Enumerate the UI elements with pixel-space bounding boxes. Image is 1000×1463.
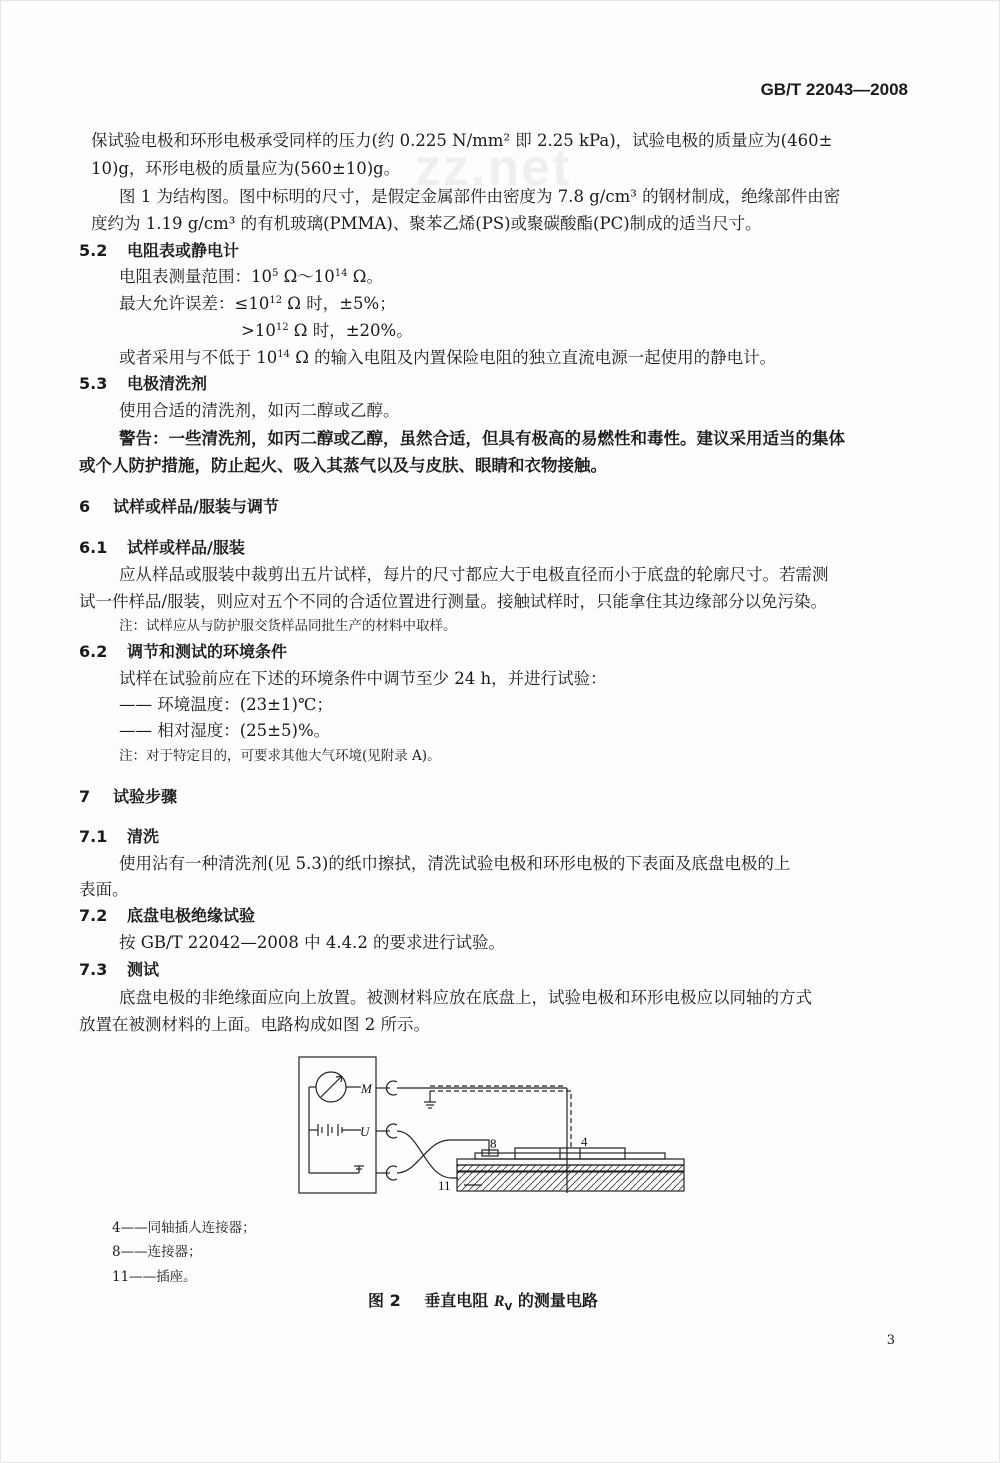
section-7-1-heading: 7.1 清洗 [79,827,160,846]
watermark: zz.net [415,139,572,197]
s62-bullet-1: —— 环境温度：(23±1)℃； [119,695,333,714]
figure-caption: 图 2 垂直电阻 $R_V$ 的测量电路 [368,1291,598,1314]
s62-bullet-2: —— 相对湿度：(25±5)%。 [119,721,331,740]
section-7-3-heading: 7.3 测试 [79,960,160,979]
max-error-1: 最大允许误差：$\le 10^{12}$ Ω 时，±5%； [119,294,396,313]
s61-line-1: 应从样品或服装中裁剪出五片试样，每片的尺寸都应大于电极直径而小于底盘的轮廓尺寸。若需测 [119,565,829,584]
cleaner-text: 使用合适的清洗剂，如丙二醇或乙醇。 [119,401,400,420]
s73-line-1: 底盘电极的非绝缘面应向上放置。被测材料应放在底盘上，试验电极和环形电极应以同轴的方式 [119,988,812,1007]
label-u: U [360,1124,370,1139]
body-line-2: 10)g，环形电极的质量应为(560±10)g。 [91,159,401,178]
section-6-heading: 6 试样或样品/服装与调节 [79,497,279,516]
standard-number: GB/T 22043—2008 [760,80,908,99]
legend-item-11: 11——插座。 [112,1269,197,1285]
s73-line-2: 放置在被测材料的上面。电路构成如图 2 所示。 [79,1015,430,1034]
warning-line-2: 或个人防护措施，防止起火、吸入其蒸气以及与皮肤、眼睛和衣物接触。 [79,456,607,475]
s62-note: 注：对于特定目的，可要求其他大气环境(见附录 A)。 [119,748,441,764]
label-m: M [361,1081,372,1096]
legend-item-4: 4——同轴插人连接器； [112,1220,256,1236]
s71-line-1: 使用沾有一种清洗剂(见 5.3)的纸巾擦拭，清洗试验电极和环形电极的下表面及底盘电极的上 [119,854,791,873]
body-line-3: 图 1 为结构图。图中标明的尺寸，是假定金属部件由密度为 7.8 g/cm³ 的钢材制成，绝缘部件由密 [119,187,841,206]
s72-line-1: 按 GB/T 22042—2008 中 4.4.2 的要求进行试验。 [119,933,506,952]
callout-8: 8 [490,1136,497,1151]
sample-layer [457,1159,684,1165]
max-error-2: $>10^{12}$ Ω 时，±20%。 [241,321,413,340]
section-5-3-heading: 5.3 电极清洗剂 [79,374,208,393]
warning-line-1: 警告：一些清洗剂，如丙二醇或乙醇，虽然合适，但具有极高的易燃性和毒性。建议采用适当的集体 [119,429,845,448]
legend-item-8: 8——连接器； [112,1244,202,1260]
body-line-4: 度约为 1.19 g/cm³ 的有机玻璃(PMMA)、聚苯乙烯(PS)或聚碳酸酯(PC)制成的适当尺寸。 [91,214,762,233]
base-plate-electrode [457,1172,684,1191]
s71-line-2: 表面。 [79,880,129,899]
s62-line-1: 试样在试验前应在下述的环境条件中调节至少 24 h，并进行试验： [119,669,607,688]
electrometer-alt: 或者采用与不低于 $10^{14}$ Ω 的输入电阻及内置保险电阻的独立直流电源一起使用的静电计。 [119,348,777,367]
resistance-range: 电阻表测量范围：$10^5$ $\Omega\sim 10^{14}$ Ω。 [119,267,383,286]
section-6-2-heading: 6.2 调节和测试的环境条件 [79,642,288,661]
ring-electrode [475,1153,665,1159]
section-5-2-heading: 5.2 电阻表或静电计 [79,241,240,260]
callout-11: 11 [438,1178,451,1193]
section-7-heading: 7 试验步骤 [79,787,178,806]
s61-note: 注：试样应从与防护服交货样品同批生产的材料中取样。 [119,618,457,634]
section-6-1-heading: 6.1 试样或样品/服装 [79,538,245,557]
callout-4: 4 [581,1134,588,1149]
page-number: 3 [886,1333,895,1348]
s61-line-2: 试一件样品/服装，则应对五个不同的合适位置进行测量。接触试样时，只能拿住其边缘部分以免污染。 [79,592,828,611]
body-line-1: 保试验电极和环形电极承受同样的压力(约 0.225 N/mm² 即 2.25 kPa)，试验电极的质量应为(460± [91,131,833,150]
section-7-2-heading: 7.2 底盘电极绝缘试验 [79,906,256,925]
